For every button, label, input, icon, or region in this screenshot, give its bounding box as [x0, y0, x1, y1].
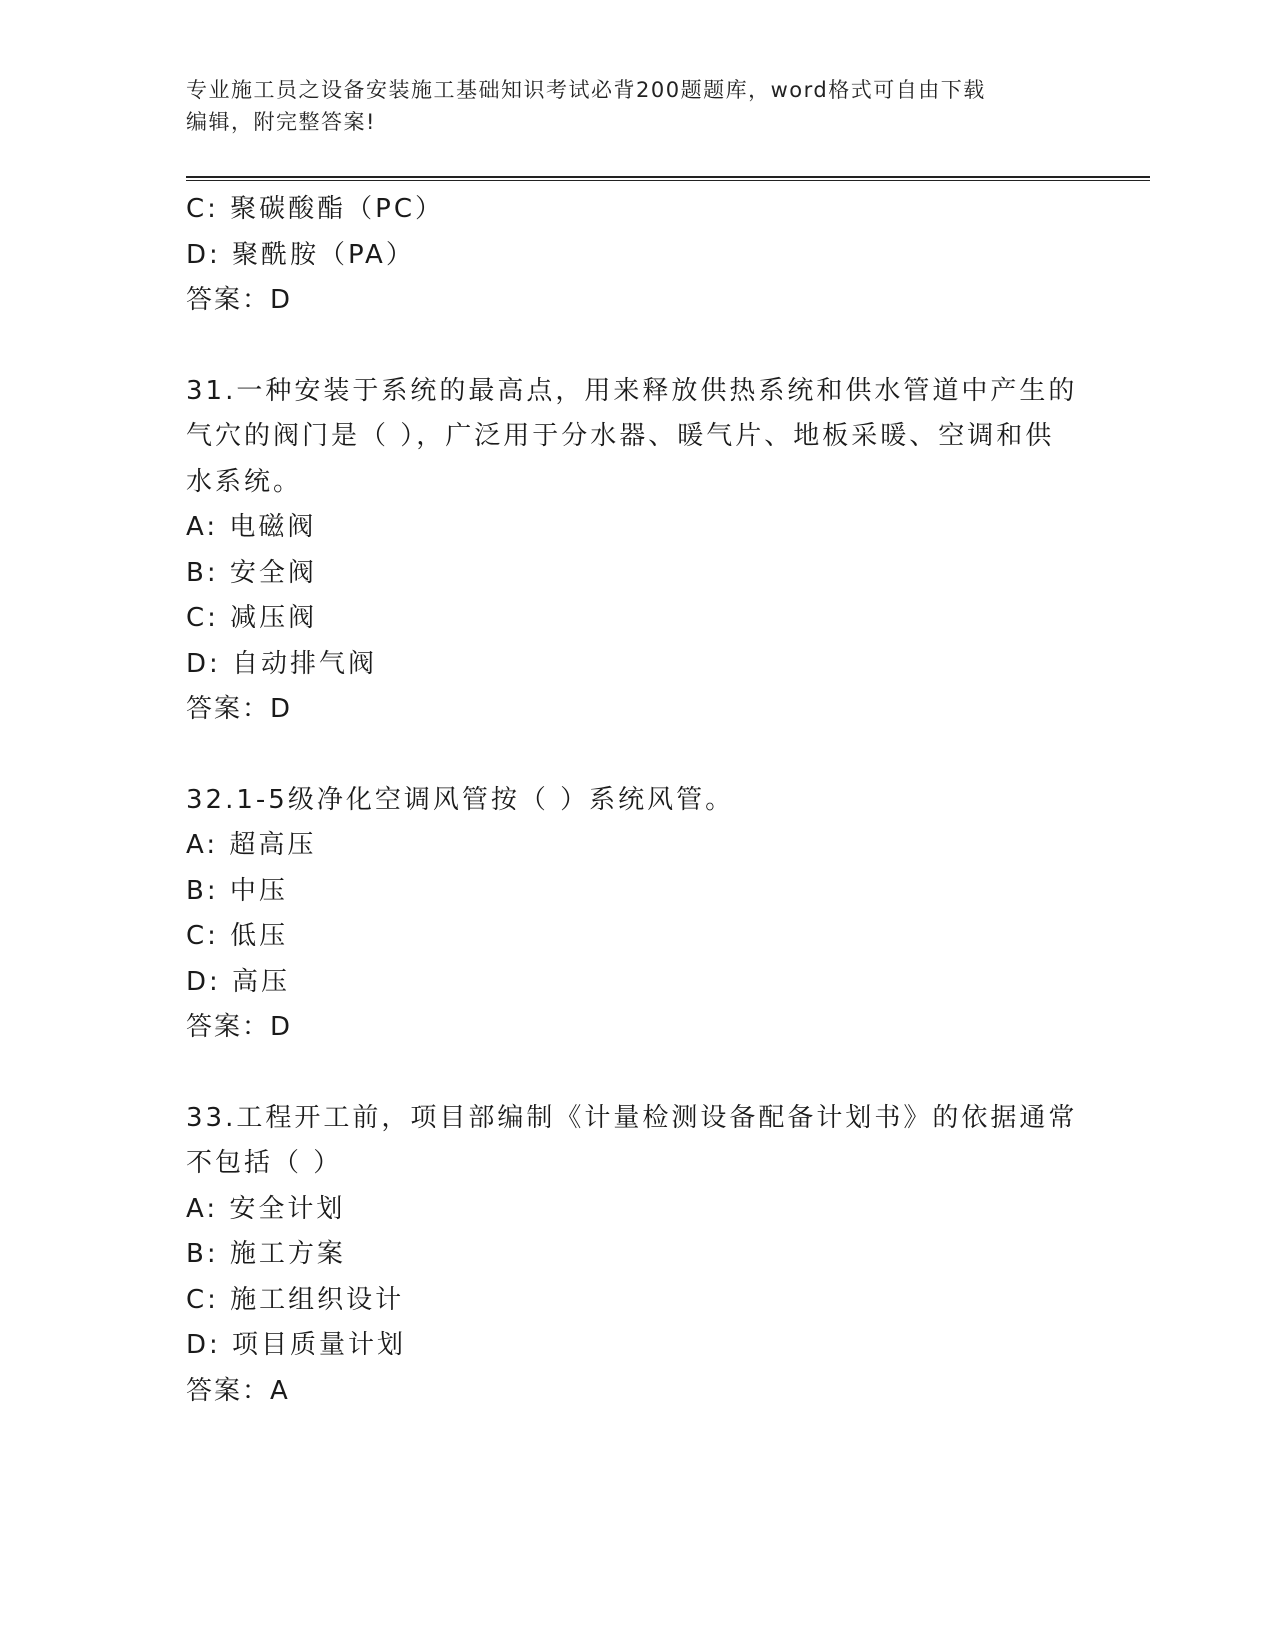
option-d: D: 自动排气阀	[186, 648, 378, 679]
option-a: A: 电磁阀	[186, 512, 317, 542]
spacer	[186, 324, 1086, 369]
answer-line: 答案：D	[186, 1012, 293, 1042]
option-a: A: 安全计划	[186, 1193, 346, 1224]
question-text-line: 32.1-5级净化空调风管按（ ）系统风管。	[186, 784, 735, 815]
question-text-line: 33.工程开工前，项目部编制《计量检测设备配备计划书》的依据通常	[186, 1102, 1078, 1133]
option-d: D: 项目质量计划	[186, 1330, 407, 1360]
header-title-line-1: 专业施工员之设备安装施工基础知识考试必背200题题库，word格式可自由下载	[186, 78, 986, 102]
option-d: D: 聚酰胺（PA）	[186, 239, 415, 270]
answer-line: 答案：D	[186, 694, 293, 724]
spacer	[186, 733, 1086, 778]
document-header	[186, 74, 1066, 138]
option-c: C: 聚碳酸酯（PC）	[186, 194, 445, 224]
question-33	[186, 1096, 1086, 1415]
option-b: B: 安全阀	[186, 557, 317, 588]
option-a: A: 超高压	[186, 830, 317, 860]
option-d: D: 高压	[186, 966, 291, 997]
question-text-line: 水系统。	[186, 466, 303, 497]
header-title-line-2: 编辑，附完整答案!	[186, 110, 376, 134]
option-b: B: 施工方案	[186, 1239, 346, 1269]
question-text-line: 不包括（ ）	[186, 1148, 343, 1178]
question-text-line: 气穴的阀门是（ ），广泛用于分水器、暖气片、地板采暖、空调和供	[186, 421, 1055, 451]
spacer	[186, 1051, 1086, 1096]
answer-line: 答案：A	[186, 1375, 290, 1406]
answer-line: 答案：D	[186, 285, 293, 315]
option-c: C: 施工组织设计	[186, 1284, 405, 1315]
header-divider	[186, 176, 1150, 181]
question-text-line: 31.一种安装于系统的最高点，用来释放供热系统和供水管道中产生的	[186, 375, 1078, 406]
option-c: C: 低压	[186, 921, 289, 951]
question-31	[186, 369, 1086, 733]
question-30-tail	[186, 187, 1086, 324]
document-body	[186, 187, 1086, 1414]
question-32	[186, 778, 1086, 1051]
option-b: B: 中压	[186, 875, 288, 906]
option-c: C: 减压阀	[186, 603, 318, 633]
